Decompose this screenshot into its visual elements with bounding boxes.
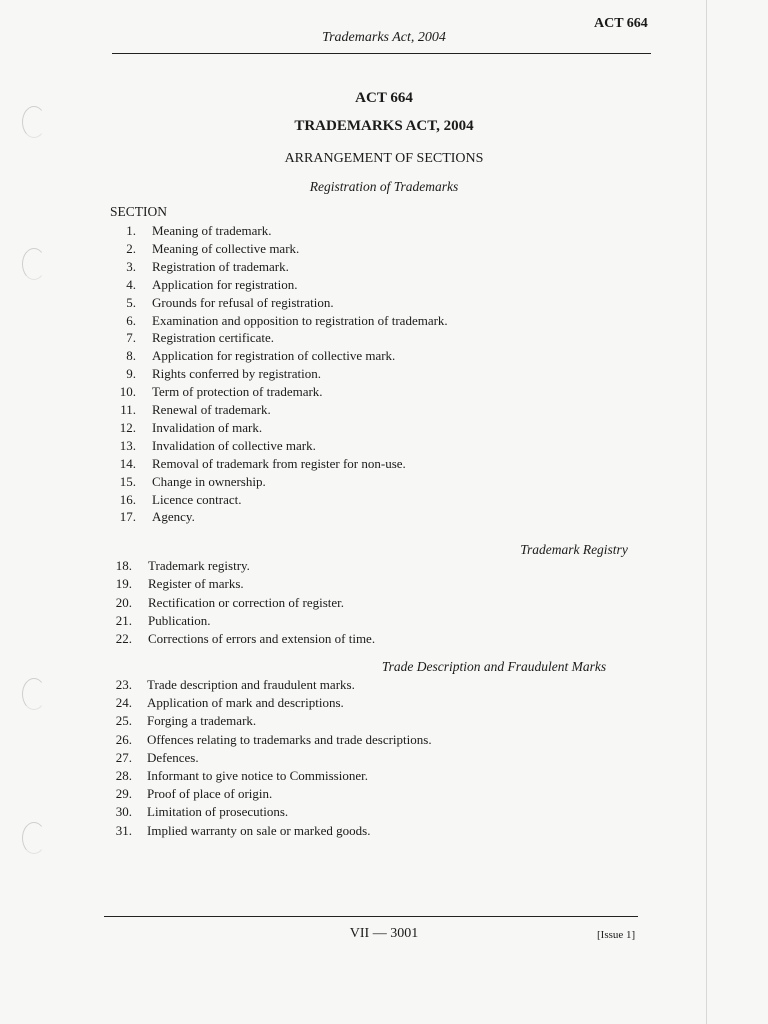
section-number: 30. — [115, 804, 132, 820]
section-number: 22. — [115, 631, 132, 647]
footer-rule — [104, 916, 638, 917]
section-title: Register of marks. — [148, 576, 244, 592]
section-number: 10. — [119, 384, 136, 400]
arrangement-heading: ARRANGEMENT OF SECTIONS — [284, 151, 484, 166]
section-title: Publication. — [148, 612, 211, 628]
act-title: ACT 664 — [355, 90, 413, 106]
section-number: 23. — [115, 677, 132, 692]
act-name: TRADEMARKS ACT, 2004 — [294, 118, 474, 134]
section-title: Grounds for refusal of registration. — [152, 294, 334, 310]
section-number: 15. — [119, 473, 136, 489]
group-heading: Trademark Registry — [520, 542, 628, 557]
section-title: Application for registration. — [152, 276, 298, 292]
section-title: Meaning of trademark. — [152, 223, 272, 238]
section-number: 28. — [115, 768, 132, 783]
section-title: Trademark registry. — [148, 558, 250, 573]
section-number: 19. — [115, 576, 132, 592]
issue-label: [Issue 1] — [597, 929, 636, 941]
section-title: Rights conferred by registration. — [152, 366, 321, 382]
running-title: Trademarks Act, 2004 — [322, 30, 446, 45]
section-title: Limitation of prosecutions. — [147, 804, 289, 820]
section-number: 16. — [119, 491, 136, 507]
section-number: 25. — [115, 713, 132, 729]
punch-hole-mark — [22, 248, 46, 280]
section-number: 7. — [126, 330, 136, 346]
section-label: SECTION — [110, 204, 167, 219]
section-number: 24. — [115, 695, 132, 711]
section-title: Trade description and fraudulent marks. — [147, 677, 355, 692]
section-title: Meaning of collective mark. — [152, 240, 300, 256]
section-number: 17. — [119, 509, 136, 525]
section-number: 14. — [119, 455, 136, 471]
section-number: 27. — [115, 749, 132, 765]
section-number: 26. — [115, 731, 132, 747]
section-number: 12. — [119, 419, 136, 435]
section-title: Examination and opposition to registration of trademark. — [152, 312, 448, 328]
section-title: Corrections of errors and extension of time. — [148, 631, 376, 647]
section-number: 8. — [126, 348, 136, 364]
section-title: Registration certificate. — [152, 330, 275, 346]
section-title: Term of protection of trademark. — [152, 384, 323, 400]
section-title: Removal of trademark from register for non-use. — [152, 455, 406, 471]
page-number: VII — 3001 — [349, 926, 419, 941]
section-number: 3. — [126, 258, 136, 274]
section-number: 1. — [126, 223, 136, 238]
section-title: Forging a trademark. — [147, 713, 257, 729]
header-rule — [112, 53, 651, 54]
section-title: Registration of trademark. — [152, 258, 289, 274]
section-title: Licence contract. — [152, 491, 242, 507]
section-title: Application of mark and descriptions. — [147, 695, 344, 711]
section-title: Change in ownership. — [152, 473, 266, 489]
section-number: 9. — [126, 366, 136, 382]
section-title: Agency. — [152, 509, 195, 525]
section-title: Rectification or correction of register. — [148, 594, 345, 610]
section-number: 6. — [126, 312, 136, 328]
section-number: 5. — [126, 294, 136, 310]
section-title: Informant to give notice to Commissioner. — [147, 768, 368, 783]
section-title: Offences relating to trademarks and trade descriptions. — [147, 731, 432, 747]
group-heading: Trade Description and Fraudulent Marks — [381, 659, 607, 674]
section-title: Application for registration of collective mark. — [152, 348, 396, 364]
punch-hole-mark — [22, 678, 46, 710]
section-number: 29. — [115, 786, 132, 802]
section-number: 4. — [126, 276, 136, 292]
section-title: Defences. — [147, 749, 199, 765]
group-heading: Registration of Trademarks — [309, 179, 459, 194]
section-number: 11. — [120, 402, 136, 417]
punch-hole-mark — [22, 822, 46, 854]
section-number: 2. — [126, 240, 136, 256]
section-number: 13. — [119, 437, 136, 453]
section-number: 18. — [115, 558, 132, 573]
section-title: Implied warranty on sale or marked goods. — [147, 822, 371, 838]
section-title: Renewal of trademark. — [152, 402, 271, 417]
section-title: Invalidation of mark. — [152, 419, 263, 435]
section-number: 21. — [115, 612, 132, 628]
section-title: Invalidation of collective mark. — [152, 437, 316, 453]
section-number: 20. — [115, 594, 132, 610]
section-number: 31. — [115, 822, 132, 838]
header-act-number: ACT 664 — [594, 16, 648, 31]
section-title: Proof of place of origin. — [147, 786, 273, 802]
